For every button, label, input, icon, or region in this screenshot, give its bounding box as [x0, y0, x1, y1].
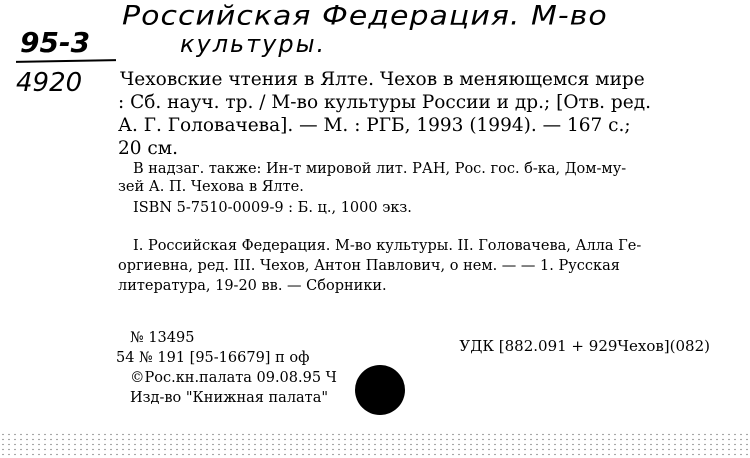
call-number-divider	[16, 59, 116, 63]
handwritten-call-number-top: 95-3	[20, 26, 91, 59]
entry-title-line2: : Сб. науч. тр. / М-во культуры России и др.; [Отв. ред.	[118, 92, 651, 113]
entry-tracing-line1: I. Российская Федерация. М-во культуры. II. Головачева, Алла Ге-	[133, 238, 642, 254]
entry-title-line3: А. Г. Головачева]. — М. : РГБ, 1993 (1994). — 167 с.;	[118, 115, 631, 136]
footer-publisher: Изд-во "Книжная палата"	[130, 390, 329, 406]
ink-blot	[355, 365, 405, 415]
footer-chamber: ©Рос.кн.палата 09.08.95 Ч	[130, 370, 337, 386]
entry-tracing-line2: оргиевна, ред. III. Чехов, Антон Павлович, о нем. — — 1. Русская	[118, 258, 620, 274]
footer-udk: УДК [882.091 + 929Чехов](082)	[459, 337, 710, 355]
entry-title-line4: 20 см.	[118, 138, 179, 159]
entry-isbn: ISBN 5-7510-0009-9 : Б. ц., 1000 экз.	[133, 200, 412, 216]
footer-number: № 13495	[130, 330, 195, 346]
footer-record: 54 № 191 [95-16679] п оф	[116, 350, 310, 366]
entry-title-line1: Чеховские чтения в Ялте. Чехов в меняющемся мире	[120, 69, 645, 90]
handwritten-heading-line1: Российская Федерация. М-во	[122, 0, 608, 32]
entry-note-line2: зей А. П. Чехова в Ялте.	[118, 179, 304, 195]
handwritten-call-number-bottom: 4920	[16, 68, 83, 98]
entry-tracing-line3: литература, 19-20 вв. — Сборники.	[118, 278, 387, 294]
scan-noise	[0, 432, 750, 458]
handwritten-heading-line2: культуры.	[180, 30, 327, 58]
entry-note-line1: В надзаг. также: Ин-т мировой лит. РАН, Рос. гос. б-ка, Дом-му-	[133, 161, 627, 177]
